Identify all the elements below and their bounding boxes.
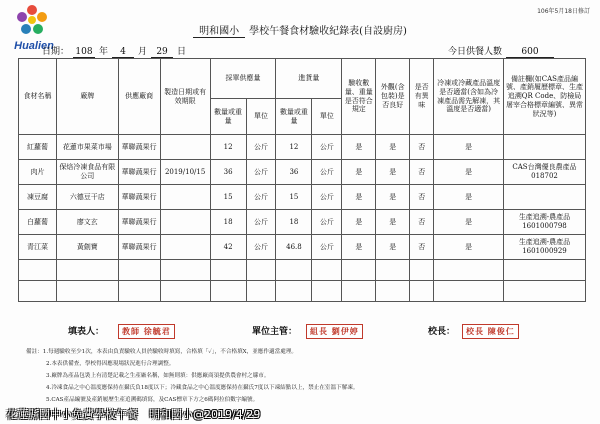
header-purchase: 採單供應量 [210,59,276,99]
cell-compliance: 是 [342,210,376,235]
cell-supplier: 華聯蔬果行 [118,160,160,185]
cell-purchase-qty: 18 [210,210,246,235]
cell-arrival-qty: 36 [276,160,312,185]
cell-compliance: 是 [342,160,376,185]
cell-odor: 否 [410,135,434,160]
cell-odor: 否 [410,160,434,185]
cell-purchase-unit: 公斤 [246,210,276,235]
cell-mfg-date [160,185,210,210]
cell-mfg-date [160,210,210,235]
date-year-unit: 年 [99,47,109,57]
cell-name: 白蘿蔔 [19,210,57,235]
cell-odor: 否 [410,185,434,210]
people-count-line [448,44,554,58]
cell-temp: 是 [434,135,504,160]
cell-remark: 生產追溯-農產品1601000929 [504,235,586,260]
date-month: 4 [112,47,134,58]
header-brand: 廠牌 [56,59,118,135]
filler-stamp: 教師 徐毓君 [118,324,175,339]
date-label: 日期： [42,47,70,57]
cell-compliance: 是 [342,185,376,210]
cell-arrival-unit: 公斤 [312,160,342,185]
cell-appearance: 是 [376,210,410,235]
cell-brand: 廖文玄 [56,210,118,235]
cell-temp: 是 [434,210,504,235]
cell-purchase-qty: 42 [210,235,246,260]
cell-arrival-unit: 公斤 [312,135,342,160]
title-text: 學校午餐食材驗收紀錄表(自設廚房) [249,26,407,37]
date-day-unit: 日 [177,47,187,57]
table-row [19,185,586,210]
principal-stamp: 校長 陳俊仁 [462,324,519,339]
form-title [0,22,600,38]
date-month-unit: 月 [138,47,148,57]
cell-temp: 是 [434,160,504,185]
cell-temp: 是 [434,235,504,260]
table-row [19,235,586,260]
note-line: 5.CAS產品編號及產銷履歷生產追溯碼填寫，及CAS標章下方之6碼阿拉伯數字編號。 [46,397,259,403]
cell-odor: 否 [410,235,434,260]
signature-row [0,322,600,340]
cell-mfg-date [160,235,210,260]
header-remark: 備註欄(如CAS產品編號、產銷履歷標章、生產追溯QR Code、防檢局屠宰合格標章編號、異常狀況等) [504,59,586,135]
photo-caption: 花蓮縣國中小免費學校午餐 明和國小@2019/4/29 [6,408,261,421]
supervisor-stamp: 組長 劉伊婷 [306,324,363,339]
cell-name: 青江菜 [19,235,57,260]
header-mfg-date: 製造日期或有效期限 [160,59,210,135]
supervisor-label: 單位主管： [252,327,298,337]
cell-compliance: 是 [342,235,376,260]
cell-brand: 黃劍寶 [56,235,118,260]
note-line: 備註：1.每週驗收至少1次，本表由負責驗收人員於驗收時填寫，合格填「✓」，不合格填X，並應作適當處理。 [26,349,298,355]
cell-remark [504,185,586,210]
revision-note: 106年5月18日修訂 [537,8,590,15]
date-line [42,44,186,58]
cell-purchase-unit: 公斤 [246,235,276,260]
cell-arrival-unit: 公斤 [312,210,342,235]
cell-supplier: 華聯蔬果行 [118,185,160,210]
header-compliance: 驗收數量、重量是否符合規定 [342,59,376,135]
cell-remark [504,135,586,160]
people-count-value: 600 [506,47,554,58]
header-name: 食材名稱 [19,59,57,135]
cell-arrival-unit: 公斤 [312,235,342,260]
cell-arrival-qty: 18 [276,210,312,235]
table-row-empty [19,260,586,281]
cell-mfg-date [160,135,210,160]
cell-arrival-qty: 46.8 [276,235,312,260]
cell-appearance: 是 [376,160,410,185]
cell-brand: 六德豆干店 [56,185,118,210]
principal-label: 校長： [428,327,456,337]
cell-compliance: 是 [342,135,376,160]
header-odor: 是否有異味 [410,59,434,135]
header-supplier: 供應廠商 [118,59,160,135]
note-line: 4.冷凍食品之中心溫度應保持在攝氏負18度以下；冷藏食品之中心溫度應保持在攝氏7度以下凍結點以上，禁止在室溫下解凍。 [46,385,359,391]
header-purchase-qty: 數量或重量 [210,99,246,135]
inspection-table [18,58,586,302]
cell-arrival-qty: 12 [276,135,312,160]
header-arrival: 進貨量 [276,59,342,99]
cell-remark: CAS台灣優良農產品018702 [504,160,586,185]
cell-mfg-date: 2019/10/15 [160,160,210,185]
cell-supplier: 華聯蔬果行 [118,210,160,235]
logo-text: Hualien [14,40,54,52]
cell-name: 紅蘿蔔 [19,135,57,160]
header-appearance: 外觀(含包裝)是否良好 [376,59,410,135]
cell-arrival-qty: 15 [276,185,312,210]
cell-odor: 否 [410,210,434,235]
header-purchase-unit: 單位 [246,99,276,135]
cell-appearance: 是 [376,185,410,210]
school-name: 明和國小 [193,22,245,38]
cell-purchase-qty: 15 [210,185,246,210]
note-line: 2.本表供備查，學校得因應現場狀況進行合理調整。 [46,361,175,367]
cell-purchase-unit: 公斤 [246,160,276,185]
table-row [19,210,586,235]
cell-brand: 保焙冷凍食品有限公司 [56,160,118,185]
cell-purchase-qty: 36 [210,160,246,185]
date-year: 108 [73,47,95,58]
cell-remark: 生產追溯-農產品1601000798 [504,210,586,235]
cell-temp: 是 [434,185,504,210]
cell-supplier: 華聯蔬果行 [118,235,160,260]
cell-brand: 花蓮市果菜市場 [56,135,118,160]
cell-appearance: 是 [376,135,410,160]
cell-name: 凍豆腐 [19,185,57,210]
cell-supplier: 華聯蔬果行 [118,135,160,160]
table-row [19,160,586,185]
cell-purchase-unit: 公斤 [246,135,276,160]
header-arrival-unit: 單位 [312,99,342,135]
note-line: 3.廠牌為產品包裝上有清楚記載之生產廠名稱，如無則填：供應廠商須提供農會村之縣市。 [46,373,270,379]
cell-purchase-unit: 公斤 [246,185,276,210]
header-arrival-qty: 數量或重量 [276,99,312,135]
date-day: 29 [151,47,173,58]
table-row-empty [19,281,586,302]
table-row [19,135,586,160]
header-temp: 冷凍或冷藏產品溫度是否適當(含如為冷凍產品需先解凍，其溫度是否適當) [434,59,504,135]
cell-purchase-qty: 12 [210,135,246,160]
cell-arrival-unit: 公斤 [312,185,342,210]
cell-name: 肉片 [19,160,57,185]
filler-label: 填表人： [68,327,105,337]
notes-section [26,346,586,406]
people-count-label: 今日供餐人數 [448,47,503,57]
cell-appearance: 是 [376,235,410,260]
